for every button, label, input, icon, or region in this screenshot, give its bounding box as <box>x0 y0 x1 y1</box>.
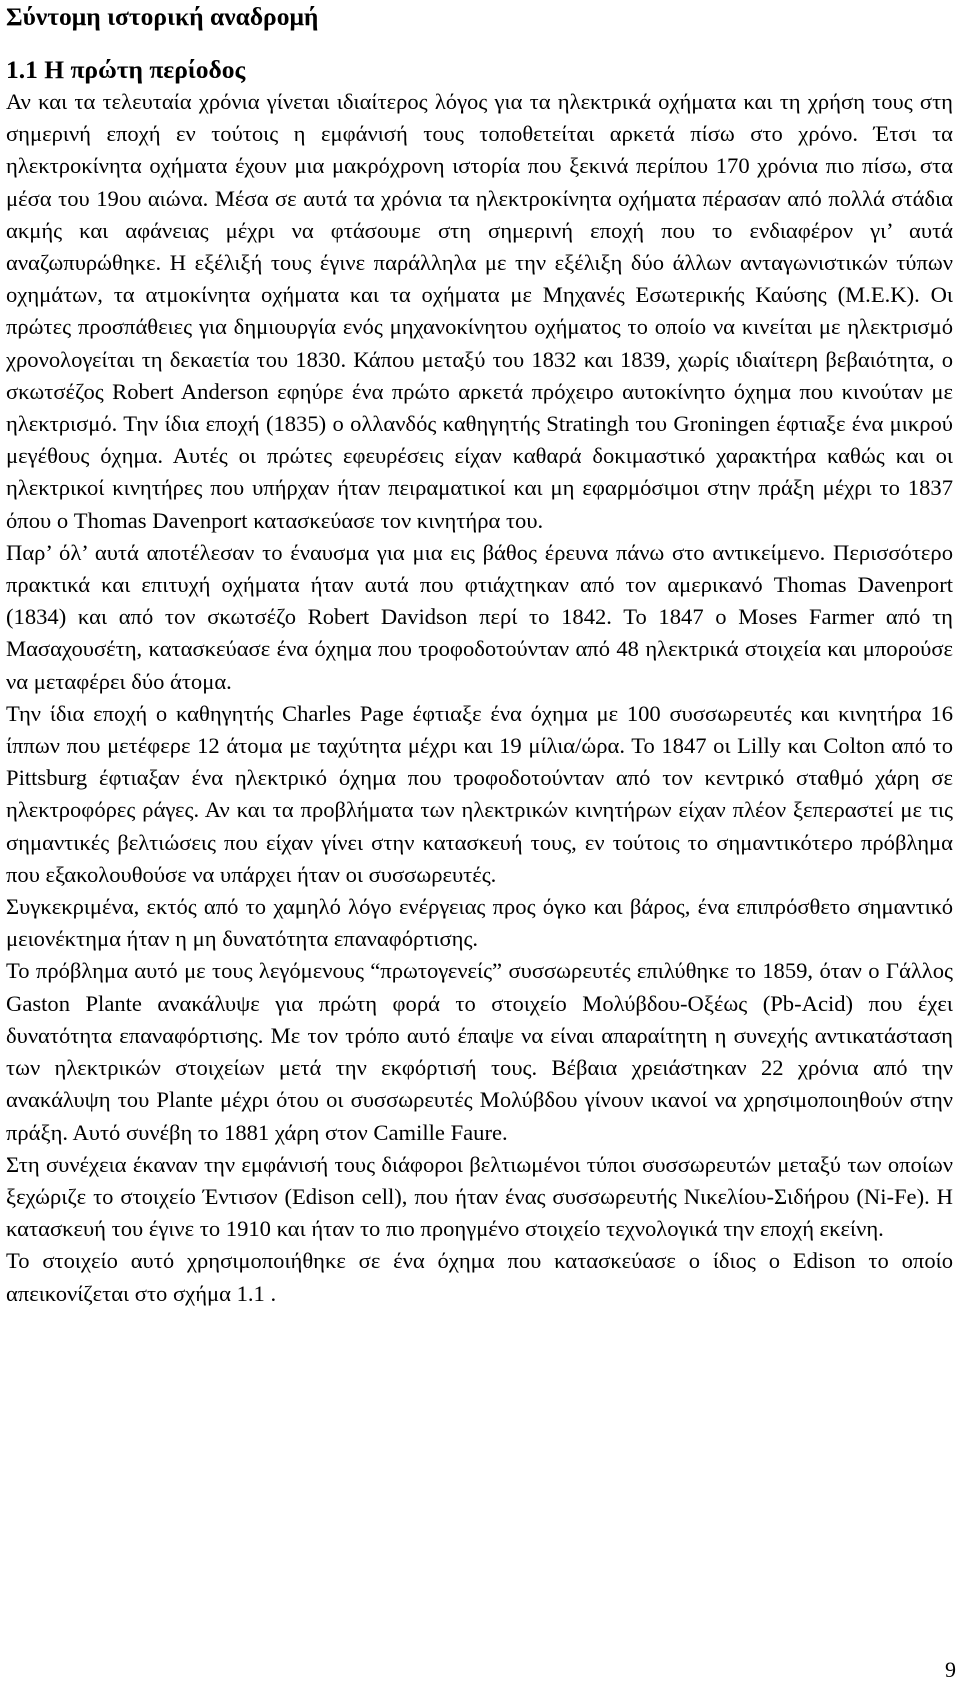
paragraph: Συγκεκριμένα, εκτός από το χαμηλό λόγο ενέργειας προς όγκο και βάρος, ένα επιπρόσθετο σημαντικό μειονέκτημα ήταν η μη δυνατότητα επαναφόρτισης. <box>6 894 953 952</box>
paragraph: Το πρόβλημα αυτό με τους λεγόμενους “πρωτογενείς” συσσωρευτές επιλύθηκε το 1859, όταν ο Γάλλος Gaston Plante ανακάλυψε για πρώτη φορά το στοιχείο Μολύβδου-Οξέως (Pb-Acid) που έχει δυνατότητα επαναφόρτισης. Με τον τρόπο αυτό έπαψε να είναι απαραίτητη η συνεχής αντικατάσταση των ηλεκτρικών στοιχείων μετά την εκφόρτισή τους. Βέβαια χρειάστηκαν 22 χρόνια από την ανακάλυψη του Plante μέχρι ότου οι συσσωρευτές Μολύβδου γίνουν ικανοί να χρησιμοποιηθούν στην πράξη. Αυτό συνέβη το 1881 χάρη στον Camille Faure. <box>6 958 953 1145</box>
paragraph: Στη συνέχεια έκαναν την εμφάνισή τους διάφοροι βελτιωμένοι τύποι συσσωρευτών μεταξύ των οποίων ξεχώριζε το στοιχείο Έντισον (Edison cell), που ήταν ένας συσσωρευτής Νικελίου-Σιδήρου (Ni-Fe). Η κατασκευή του έγινε το 1910 και ήταν το πιο προηγμένο στοιχείο τεχνολογικά την εποχή εκείνη. <box>6 1151 953 1242</box>
paragraph: Την ίδια εποχή ο καθηγητής Charles Page έφτιαξε ένα όχημα με 100 συσσωρευτές και κινητήρα 16 ίππων που μετέφερε 12 άτομα με ταχύτητα μέχρι και 19 μίλια/ώρα. Το 1847 οι Lilly και Colton από το Pittsburg έφτιαξαν ένα ηλεκτρικό όχημα που τροφοδοτούνταν από τον κεντρικό σταθμό χάρη σε ηλεκτροφόρες ράγες. Αν και τα προβλήματα των ηλεκτρικών κινητήρων είχαν πλέον ξεπεραστεί με τις σημαντικές βελτιώσεις που είχαν γίνει στην κατασκευή τους, εν τούτοις το σημαντικότερο πρόβλημα που εξακολουθούσε να υπάρχει ήταν οι συσσωρευτές. <box>6 700 953 887</box>
paragraph: Το στοιχείο αυτό χρησιμοποιήθηκε σε ένα όχημα που κατασκεύασε ο ίδιος ο Edison το οποίο απεικονίζεται στο σχήμα 1.1 . <box>6 1248 953 1306</box>
section-title: 1.1 Η πρώτη περίοδος <box>6 55 246 84</box>
page-content <box>6 0 953 1310</box>
page-number: 9 <box>945 1657 956 1682</box>
page-title: Σύντομη ιστορική αναδρομή <box>6 2 319 31</box>
paragraph: Παρ’ όλ’ αυτά αποτέλεσαν το έναυσμα για μια εις βάθος έρευνα πάνω στο αντικείμενο. Περισσότερο πρακτικά και επιτυχή οχήματα ήταν αυτά που φτιάχτηκαν από τον αμερικανό Thomas Davenport (1834) και από τον σκωτσέζο Robert Davidson περί το 1842. Το 1847 ο Moses Farmer από τη Μασαχουσέτη, κατασκεύασε ένα όχημα που τροφοδοτούνταν από 48 ηλεκτρικά στοιχεία και μπορούσε να μεταφέρει δύο άτομα. <box>6 539 953 694</box>
paragraph: Αν και τα τελευταία χρόνια γίνεται ιδιαίτερος λόγος για τα ηλεκτρικά οχήματα και τη χρήση τους στη σημερινή εποχή εν τούτοις η εμφάνισή τους τοποθετείται αρκετά πίσω στο χρόνο. Έτσι τα ηλεκτροκίνητα οχήματα έχουν μια μακρόχρονη ιστορία που ξεκινά περίπου 170 χρόνια πιο πίσω, στα μέσα του 19ου αιώνα. Μέσα σε αυτά τα χρόνια τα ηλεκτροκίνητα οχήματα πέρασαν από πολλά στάδια ακμής και αφάνειας μέχρι να φτάσουμε στη σημερινή εποχή που το ενδιαφέρον γι’ αυτά αναζωπυρώθηκε. Η εξέλιξή τους έγινε παράλληλα με την εξέλιξη δύο άλλων ανταγωνιστικών τύπων οχημάτων, τα ατμοκίνητα οχήματα και τα οχήματα με Μηχανές Εσωτερικής Καύσης (Μ.Ε.Κ). Οι πρώτες προσπάθειες για δημιουργία ενός μηχανοκίνητου οχήματος το οποίο να κινείται με ηλεκτρισμό χρονολογείται τη δεκαετία του 1830. Κάπου μεταξύ του 1832 και 1839, χωρίς ιδιαίτερη βεβαιότητα, ο σκωτσέζος Robert Anderson εφηύρε ένα πρώτο αρκετά πρόχειρο αυτοκίνητο όχημα που κινούταν με ηλεκτρισμό. Την ίδια εποχή (1835) ο ολλανδός καθηγητής Stratingh του Groningen έφτιαξε ένα μικρού μεγέθους όχημα. Αυτές οι πρώτες εφευρέσεις είχαν καθαρά δοκιμαστικό χαρακτήρα καθώς και οι ηλεκτρικοί κινητήρες που υπήρχαν ήταν πειραματικοί και μη εφαρμόσιμοι στην πράξη μέχρι το 1837 όπου ο Thomas Davenport κατασκεύασε τον κινητήρα του. <box>6 89 953 533</box>
